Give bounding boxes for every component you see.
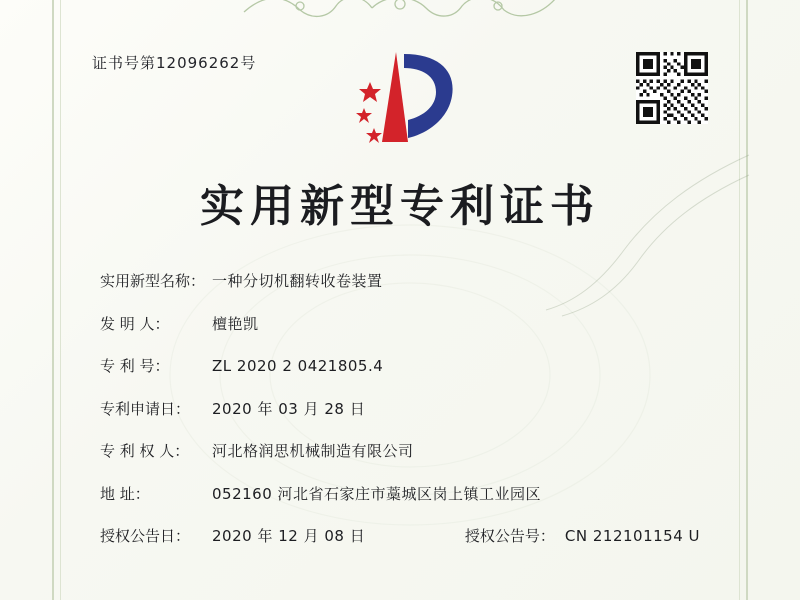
field-label: 地 址： — [100, 484, 150, 503]
field-value: 檀艳凯 — [212, 314, 259, 333]
page-title: 实用新型专利证书 — [200, 181, 600, 232]
field-label: 发 明 人： — [100, 314, 170, 333]
field-value-grant-date: 2020 年 12 月 08 日 — [212, 527, 366, 545]
field-label: 专 利 权 人： — [100, 442, 190, 460]
field-value: 一种分切机翻转收卷装置 — [212, 272, 383, 290]
field-value-grant-number: CN 212101154 U — [564, 527, 700, 545]
field-row-utility-model-name — [100, 270, 700, 293]
field-label: 实用新型名称： — [100, 272, 206, 290]
top-ornament — [240, 0, 560, 18]
field-row-inventor — [100, 313, 700, 336]
field-value: 河北格润思机械制造有限公司 — [212, 442, 414, 460]
field-row-address — [100, 483, 700, 506]
field-value: ZL 2020 2 0421805.4 — [212, 357, 384, 375]
field-value: 2020 年 03 月 28 日 — [212, 399, 366, 418]
field-row-grant-publication — [100, 525, 700, 548]
field-value: 052160 河北省石家庄市藁城区岗上镇工业园区 — [212, 484, 542, 503]
field-label-grant-number: 授权公告号： — [464, 527, 555, 545]
qr-code — [636, 52, 708, 124]
patent-fields — [100, 270, 700, 568]
field-row-patent-number — [100, 355, 700, 378]
field-label: 专 利 号： — [100, 357, 170, 375]
field-row-application-date — [100, 398, 700, 421]
field-row-patentee — [100, 440, 700, 463]
patent-emblem-icon — [352, 46, 464, 152]
field-label: 专利申请日： — [100, 399, 191, 418]
field-label-grant-date: 授权公告日： — [100, 527, 191, 545]
certificate-number: 证书号第12096262号 — [92, 54, 257, 72]
